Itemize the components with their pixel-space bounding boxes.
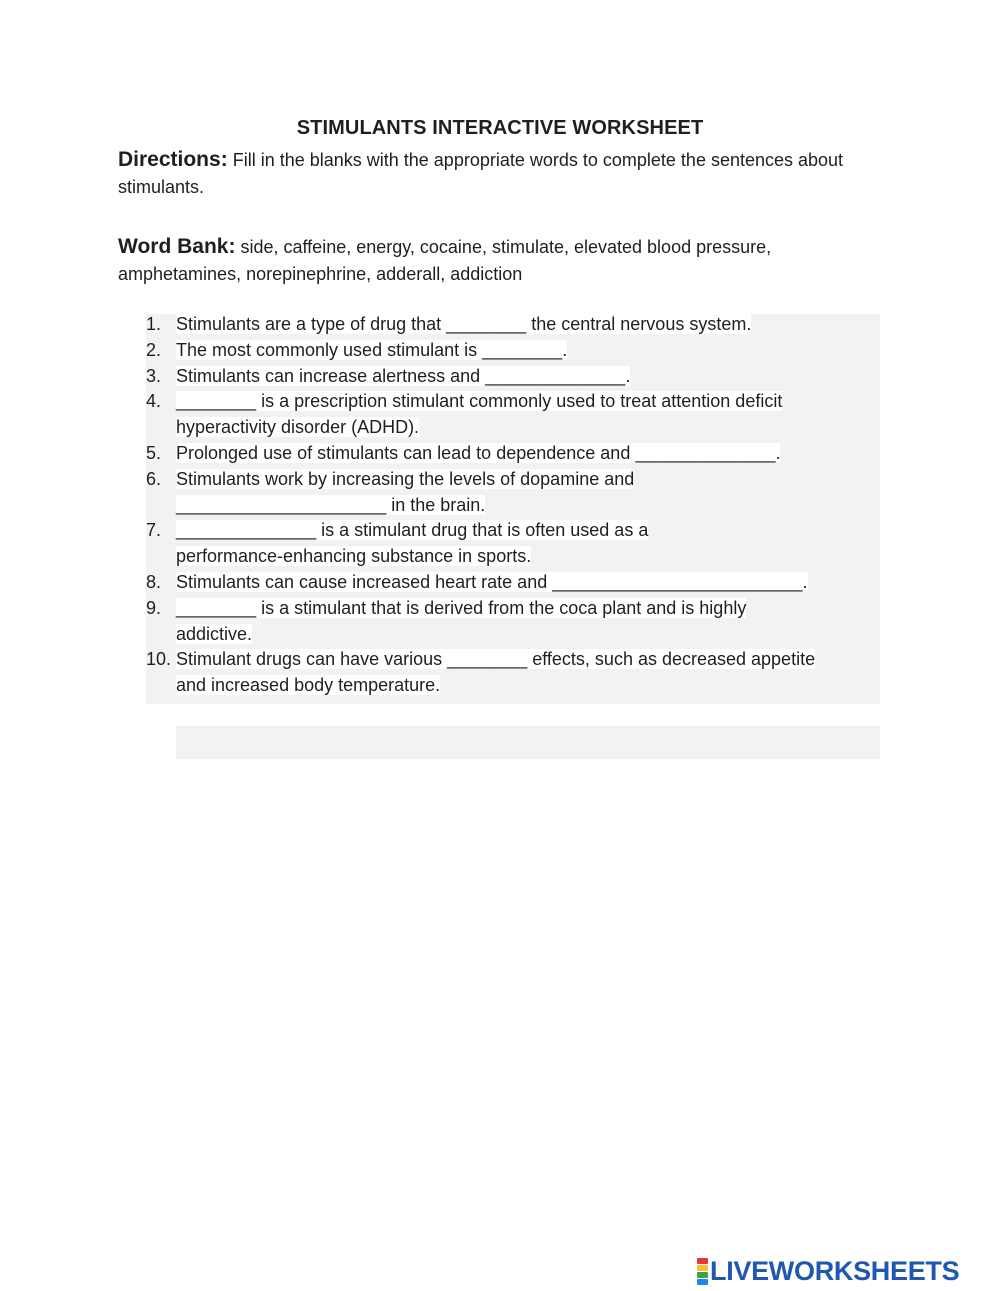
question-line: Prolonged use of stimulants can lead to dependence and ______________.: [176, 442, 781, 463]
question-item: [146, 364, 880, 390]
question-number: 9.: [146, 597, 162, 618]
question-list: [146, 312, 880, 699]
question-line: and increased body temperature.: [176, 675, 441, 696]
question-item: [146, 570, 880, 596]
question-text: [176, 312, 880, 338]
question-line: Stimulants work by increasing the levels of dopamine and: [176, 468, 635, 489]
question-line: hyperactivity disorder (ADHD).: [176, 417, 420, 438]
directions-label: Directions:: [118, 148, 228, 171]
question-line: Stimulants can cause increased heart rate and _________________________.: [176, 571, 808, 592]
question-number: 5.: [146, 442, 162, 463]
word-bank: [118, 233, 878, 288]
logo-text: LIVEWORKSHEETS: [710, 1255, 960, 1286]
question-text: [176, 647, 880, 699]
question-item: [146, 338, 880, 364]
question-item: [146, 467, 880, 519]
question-text: [176, 570, 880, 596]
question-item: [146, 441, 880, 467]
question-text: [176, 389, 880, 441]
logo-tile-green: [697, 1272, 708, 1278]
question-item: [146, 312, 880, 338]
question-number: 2.: [146, 339, 162, 360]
question-text: [176, 518, 880, 570]
logo-tile-blue: [697, 1279, 708, 1285]
worksheet-title: STIMULANTS INTERACTIVE WORKSHEET: [296, 117, 704, 139]
question-line: Stimulants are a type of drug that ________ the central nervous system.: [176, 314, 752, 334]
question-text: [176, 364, 880, 390]
word-bank-label: Word Bank:: [118, 235, 236, 258]
liveworksheets-logo-icon: [697, 1258, 708, 1285]
question-item: [146, 596, 880, 648]
question-number: 8.: [146, 571, 162, 592]
logo-tile-yellow: [697, 1265, 708, 1271]
question-line: _____________________ in the brain.: [176, 494, 486, 515]
question-text: [176, 467, 880, 519]
question-line: Stimulants can increase alertness and ______________.: [176, 365, 631, 386]
question-line: The most commonly used stimulant is ________.: [176, 339, 568, 360]
question-text: [176, 338, 880, 364]
question-number: 7.: [146, 520, 162, 541]
question-line: Stimulant drugs can have various ________ effects, such as decreased appetite: [176, 649, 816, 670]
directions: [118, 146, 878, 201]
question-number: 10.: [146, 649, 172, 670]
word-bank-text: side, caffeine, energy, cocaine, stimulate, elevated blood pressure, amphetamines, norepinephrine, adderall, addiction: [118, 237, 772, 284]
question-text: [176, 441, 880, 467]
question-item: [146, 647, 880, 699]
extra-answer-area[interactable]: [176, 726, 880, 759]
liveworksheets-logo: [697, 1256, 959, 1286]
logo-tile-red: [697, 1258, 708, 1264]
question-item: [146, 518, 880, 570]
question-number: 4.: [146, 391, 162, 412]
question-line: performance-enhancing substance in sports.: [176, 546, 532, 567]
question-item: [146, 389, 880, 441]
question-number: 6.: [146, 468, 162, 489]
question-number: 3.: [146, 365, 162, 386]
question-line: ______________ is a stimulant drug that is often used as a: [176, 520, 649, 541]
question-line: addictive.: [176, 623, 253, 644]
question-number: 1.: [146, 314, 162, 334]
directions-text: Fill in the blanks with the appropriate words to complete the sentences about stimulants.: [118, 150, 844, 197]
question-line: ________ is a prescription stimulant commonly used to treat attention deficit: [176, 391, 783, 412]
question-line: ________ is a stimulant that is derived from the coca plant and is highly: [176, 597, 747, 618]
question-text: [176, 596, 880, 648]
